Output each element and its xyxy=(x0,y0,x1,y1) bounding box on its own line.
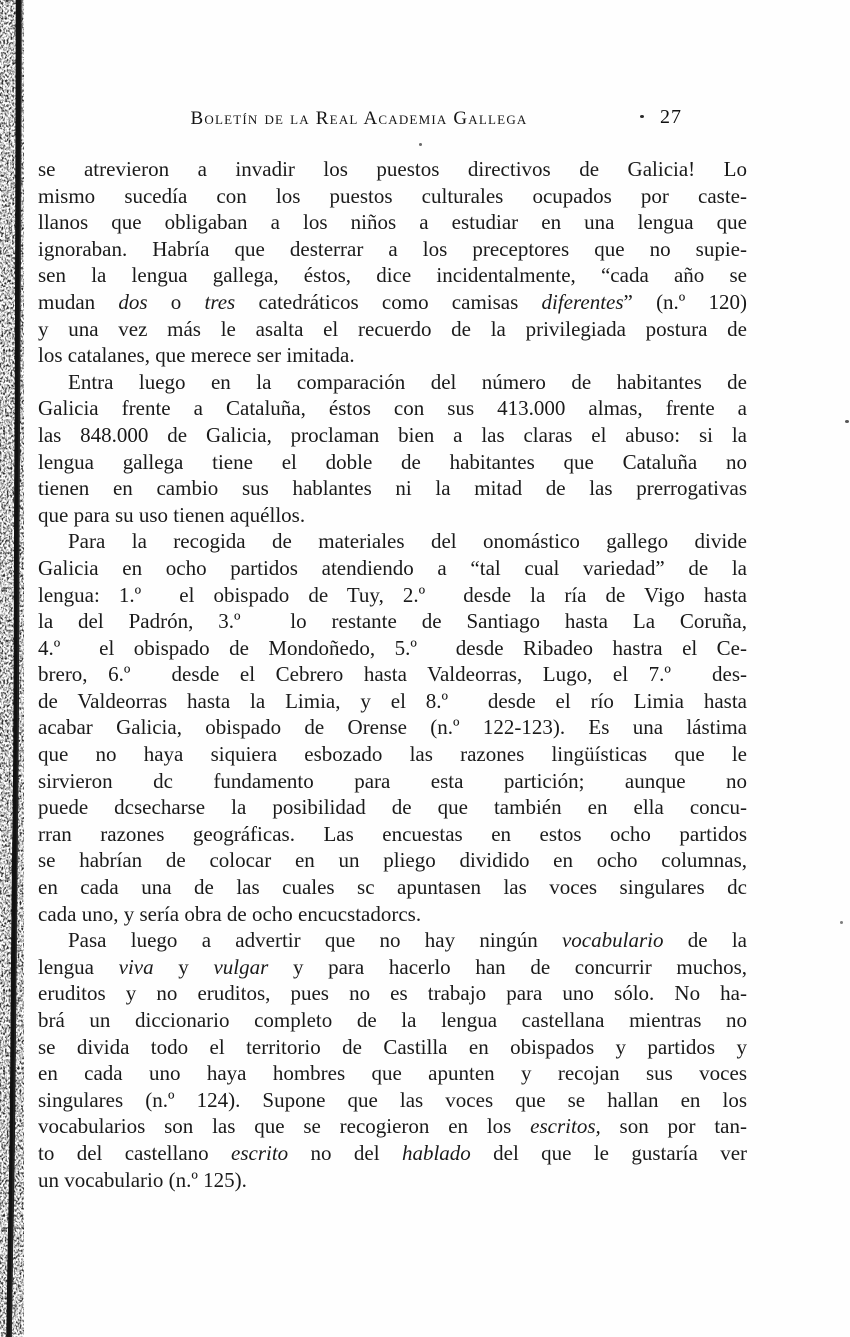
text-line: lengua gallega tiene el doble de habitantes que Cataluña no xyxy=(38,449,747,474)
text-line: las 848.000 de Galicia, proclaman bien a las claras el abuso: si la xyxy=(38,422,747,447)
text-line: vocabularios son las que se recogieron en los escritos, son por tan- xyxy=(38,1114,747,1139)
scan-binding-edge xyxy=(0,0,32,1337)
text-line: lengua viva y vulgar y para hacerlo han de concurrir muchos, xyxy=(38,954,747,979)
text-line: la del Padrón, 3.º lo restante de Santiago hasta La Coruña, xyxy=(38,609,747,634)
text-line: brá un diccionario completo de la lengua castellana mientras no xyxy=(38,1008,747,1032)
text-line: se atrevieron a invadir los puestos directivos de Galicia! Lo xyxy=(38,157,747,181)
text-line: rran razones geográficas. Las encuestas en estos ocho partidos xyxy=(38,821,747,846)
text-line: singulares (n.º 124). Supone que las voces que se hallan en los xyxy=(38,1087,747,1112)
text-line: mismo sucedía con los puestos culturales ocupados por caste- xyxy=(38,183,747,208)
paragraph xyxy=(38,156,747,369)
paragraph xyxy=(38,528,747,927)
scan-speck xyxy=(419,143,422,146)
paragraph xyxy=(38,369,747,529)
text-line: de Valdeorras hasta la Limia, y el 8.º desde el río Limia hasta xyxy=(38,688,747,713)
text-line: los catalanes, que merece ser imitada. xyxy=(38,343,355,368)
text-line: lengua: 1.º el obispado de Tuy, 2.º desde la ría de Vigo hasta xyxy=(38,582,747,607)
text-line: ignoraban. Habría que desterrar a los preceptores que no supie- xyxy=(38,236,747,261)
text-line: brero, 6.º desde el Cebrero hasta Valdeorras, Lugo, el 7.º des- xyxy=(38,662,747,687)
text-line: sirvieron dc fundamento para esta partición; aunque no xyxy=(38,768,747,793)
text-line: 4.º el obispado de Mondoñedo, 5.º desde Ribadeo hastra el Ce- xyxy=(38,635,747,660)
text-line: que no haya siquiera esbozado las razones lingüísticas que le xyxy=(38,742,747,767)
scan-speck xyxy=(840,921,843,924)
text-line: y una vez más le asalta el recuerdo de la privilegiada postura de xyxy=(38,316,747,341)
page-header xyxy=(0,104,850,134)
text-line: Galicia en ocho partidos atendiendo a “tal cual variedad” de la xyxy=(38,555,747,580)
text-line: que para su uso tienen aquéllos. xyxy=(38,502,306,527)
text-line: un vocabulario (n.º 125). xyxy=(38,1167,247,1192)
page-body xyxy=(38,156,747,1193)
text-line: se divida todo el territorio de Castilla en obispados y partidos y xyxy=(38,1034,747,1059)
text-line: en cada una de las cuales sc apuntasen las voces singulares dc xyxy=(38,875,747,900)
text-line: sen la lengua gallega, éstos, dice incidentalmente, “cada año se xyxy=(38,263,747,288)
text-line: to del castellano escrito no del hablado del que le gustaría ver xyxy=(38,1140,748,1165)
text-line: eruditos y no eruditos, pues no es trabajo para uno sólo. No ha- xyxy=(38,981,747,1006)
text-line: llanos que obligaban a los niños a estudiar en una lengua que xyxy=(38,210,747,235)
text-line: Pasa luego a advertir que no hay ningún vocabulario de la xyxy=(68,928,747,953)
text-line: Galicia frente a Cataluña, éstos con sus 413.000 almas, frente a xyxy=(38,396,747,421)
text-line: cada uno, y sería obra de ocho encucstadorcs. xyxy=(38,901,422,926)
text-line: en cada uno haya hombres que apunten y recojan sus voces xyxy=(38,1061,747,1086)
journal-title: Boletín de la Real Academia Gallega xyxy=(190,108,528,129)
text-line: acabar Galicia, obispado de Orense (n.º 122-123). Es una lástima xyxy=(38,715,747,740)
text-line: puede dcsecharse la posibilidad de que también en ella concu- xyxy=(38,795,747,820)
text-line: Entra luego en la comparación del número de habitantes de xyxy=(68,369,747,394)
text-line: se habrían de colocar en un pliego dividido en ocho columnas, xyxy=(38,848,747,873)
text-line: mudan dos o tres catedráticos como camisas diferentes” (n.º 120) xyxy=(38,289,748,314)
paragraph xyxy=(38,927,747,1193)
page-number: 27 xyxy=(660,106,682,128)
scan-speck xyxy=(845,420,849,423)
text-line: Para la recogida de materiales del onomástico gallego divide xyxy=(68,529,747,554)
scan-speck xyxy=(640,115,644,118)
text-line: tienen en cambio sus hablantes ni la mitad de las prerrogativas xyxy=(38,476,747,501)
